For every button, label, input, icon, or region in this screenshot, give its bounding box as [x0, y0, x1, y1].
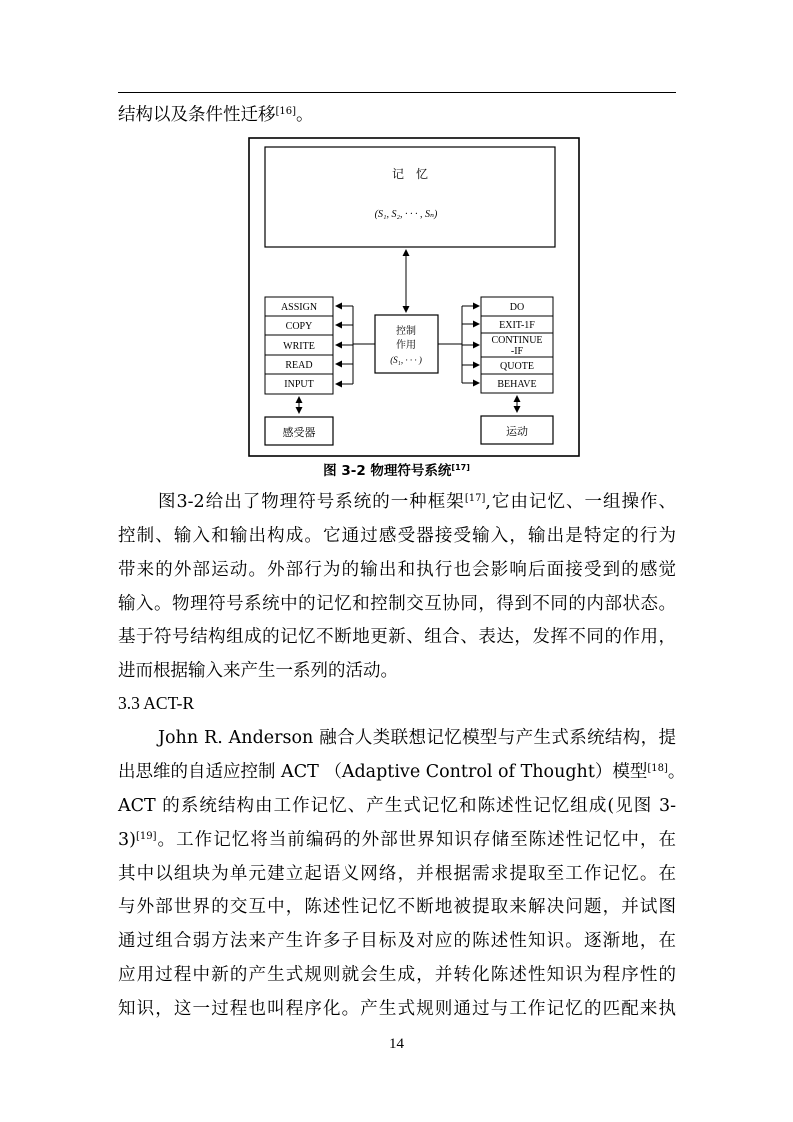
sensor-label: 感受器 [282, 427, 316, 439]
page-number: 14 [389, 1036, 404, 1052]
right-operations [438, 297, 553, 393]
op-quote: QUOTE [500, 361, 534, 372]
para1-line6: 进而根据输入来产生一系列的活动。 [118, 661, 398, 681]
op-input: INPUT [284, 379, 314, 390]
para2-line9: 知识，这一过程也叫程序化。产生式规则通过与工作记忆的匹配来执 [118, 999, 676, 1019]
para1-line4: 输入。物理符号系统中的记忆和控制交互协同，得到不同的内部状态。 [118, 594, 676, 614]
para2-line8: 应用过程中新的产生式规则就会生成，并转化陈述性知识为程序性的 [118, 965, 676, 985]
op-write: WRITE [283, 341, 315, 352]
para2-line7: 通过组合弱方法来产生许多子目标及对应的陈述性知识。逐渐地，在 [118, 931, 676, 951]
memory-box [265, 147, 555, 247]
caption-citation: [17] [451, 463, 470, 472]
op-assign: ASSIGN [280, 302, 318, 313]
op-do: DO [509, 302, 525, 313]
para1-line5: 基于符号结构组成的记忆不断地更新、组合、表达，发挥不同的作用， [118, 627, 676, 647]
para2-line5: 其中以组块为单元建立起语义网络，并根据需求提取至工作记忆。在 [118, 864, 676, 884]
op-behave: BEHAVE [497, 379, 537, 390]
para2-line3: ACT 的系统结构由工作记忆、产生式记忆和陈述性记忆组成(见图 3- [118, 796, 676, 816]
memory-states: (S₁, S₂, · · · , Sₙ) [374, 209, 438, 220]
citation: [16] [275, 106, 297, 117]
control-label-3: (S₁, · · · ) [390, 355, 422, 365]
para1-line1: 图3-2给出了物理符号系统的一种框架[17],它由记忆、一组操作、 [158, 492, 677, 512]
para2-line2: 出思维的自适应控制 ACT （Adaptive Control of Thought）模型[18]。 [118, 762, 686, 782]
para2-line6: 与外部世界的交互中，陈述性记忆不断地被提取来解决问题，并试图 [118, 897, 676, 917]
op-continue-if: -IF [510, 346, 524, 357]
intro-line: 结构以及条件性迁移[16]。 [118, 105, 314, 125]
left-operations [265, 297, 375, 394]
figure-caption: 图 3-2 物理符号系统[17] [323, 463, 470, 479]
para1-line2: 控制、输入和输出构成。它通过感受器接受输入，输出是特定的行为 [118, 526, 676, 546]
control-label-2: 作用 [396, 340, 416, 351]
section-heading: 3.3 ACT-R [118, 693, 195, 713]
motion-label: 运动 [506, 426, 528, 438]
para2-line1: John R. Anderson 融合人类联想记忆模型与产生式系统结构，提 [158, 728, 676, 748]
header-rule [118, 92, 676, 93]
para2-line4: 3)[19]。工作记忆将当前编码的外部世界知识存储至陈述性记忆中，在 [118, 830, 676, 850]
op-copy: COPY [285, 321, 313, 332]
memory-title: 记 忆 [391, 167, 429, 181]
op-continue: CONTINUE [491, 335, 543, 346]
op-read: READ [285, 360, 313, 371]
para1-line3: 带来的外部运动。外部行为的输出和执行也会影响后面接受到的感觉 [118, 560, 676, 580]
control-label-1: 控制 [396, 326, 416, 337]
physical-symbol-system-figure [248, 137, 580, 457]
op-exit-if: EXIT-1F [499, 320, 535, 331]
